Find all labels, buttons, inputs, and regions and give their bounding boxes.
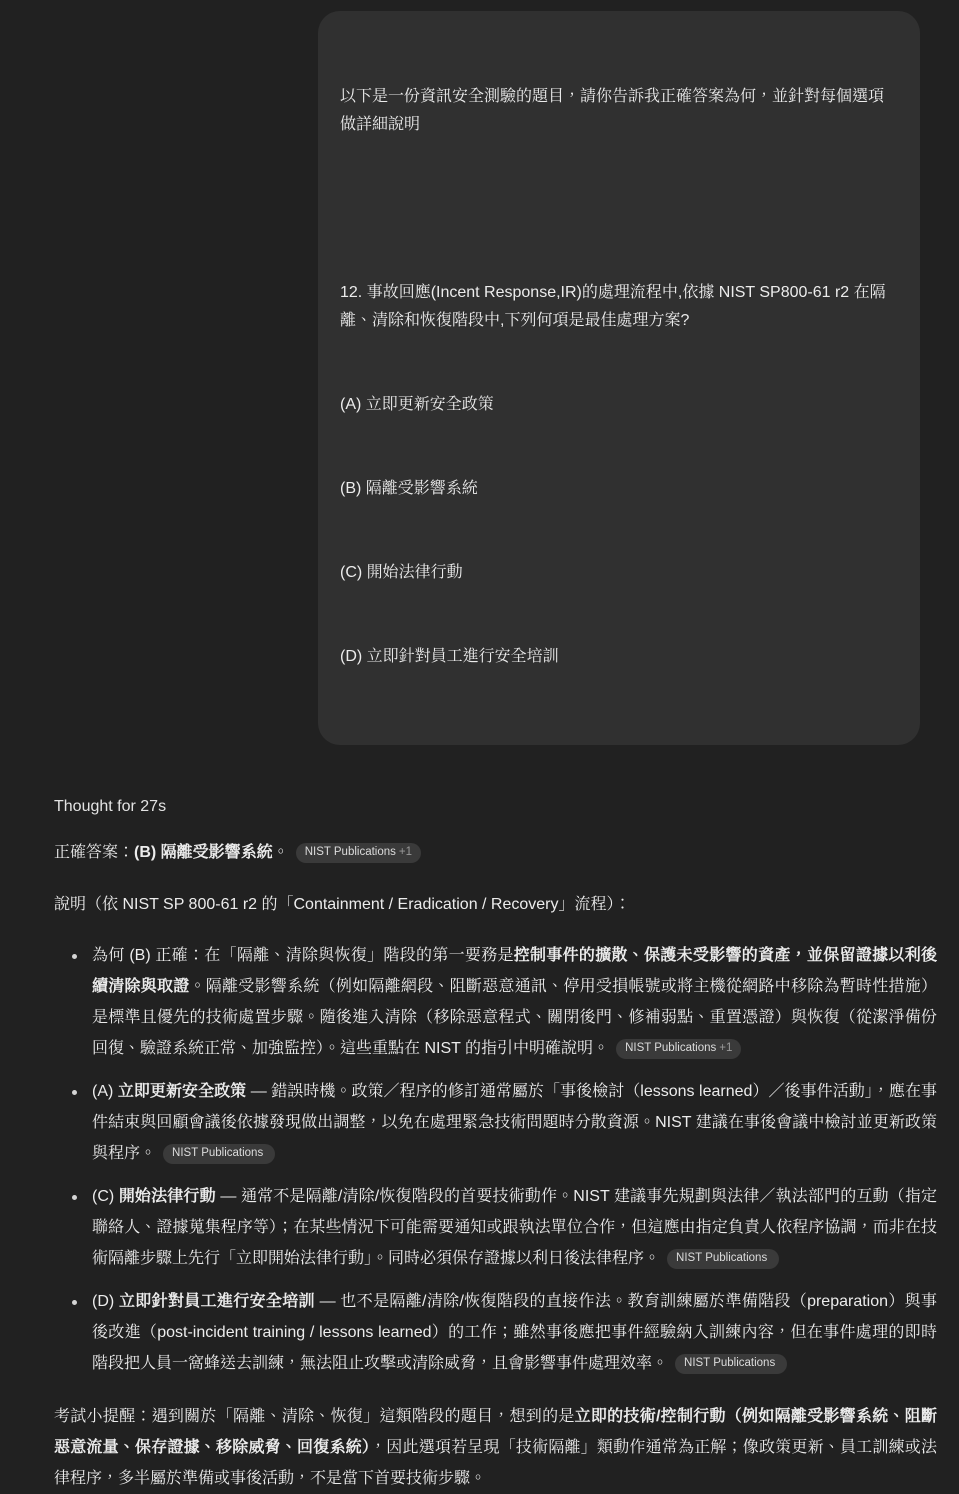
citation-chip[interactable] — [667, 1249, 779, 1269]
explanation-heading: 說明（依 NIST SP 800-61 r2 的「Containment / Eradication / Recovery」流程）： — [54, 896, 631, 913]
explanation-bullet-list — [54, 940, 937, 1379]
citation-label: NIST Publications — [172, 1147, 264, 1159]
correct-answer-value: (B) 隔離受影響系統 — [134, 844, 273, 861]
bullet-lead-plain: (D) — [92, 1293, 119, 1310]
exam-tip-bold: 立即的技術/控制行動（例如隔離受影響系統、阻斷惡意流量、保存證據、移除威脅、回復系統） — [54, 1408, 937, 1456]
citation-label: NIST Publications — [676, 1252, 768, 1264]
correct-answer-suffix: 。 — [272, 844, 289, 861]
bullet-lead-bold: 立即針對員工進行安全培訓 — [118, 1293, 315, 1310]
user-message-intro: 以下是一份資訊安全測驗的題目，請你告訴我正確答案為何，並針對每個選項做詳細說明 — [340, 88, 885, 133]
user-message-bubble[interactable] — [318, 11, 920, 745]
bullet-lead-plain: (C) — [92, 1188, 119, 1205]
bullet-lead-bold: 開始法律行動 — [118, 1188, 216, 1205]
correct-answer-prefix: 正確答案： — [54, 844, 135, 861]
bullet-body: — 通常不是隔離/清除/恢復階段的首要技術動作。NIST 建議事先規劃與法律／執法部門的互動（指定聯絡人、證據蒐集程序等）；在某些情況下可能需要通知或跟執法單位合作，但這應由指定負責人依程序協調，而非在技術隔離步驟上先行「立即開始法律行動」。同時必須保存證據以利日後法律程序。 — [92, 1188, 937, 1267]
thought-duration-label[interactable]: Thought for 27s — [54, 798, 167, 815]
user-message-question: 12. 事故回應(Incent Response,IR)的處理流程中,依據 NIST SP800-61 r2 在隔離、清除和恢復階段中,下列何項是最佳處理方案? — [340, 284, 886, 329]
bullet-body: — 錯誤時機。政策／程序的修訂通常屬於「事後檢討（lessons learned）／後事件活動」，應在事件結束與回顧會議後依據發現做出調整，以免在處理緊急技術問題時分散資源。NIST 建議在事後會議中檢討並更新政策與程序。 — [92, 1083, 937, 1162]
citation-extra-count: +1 — [398, 846, 413, 858]
citation-chip[interactable] — [163, 1144, 275, 1164]
assistant-message — [0, 796, 959, 1494]
correct-answer-line — [54, 840, 937, 866]
citation-chip[interactable] — [675, 1354, 787, 1374]
bullet-option-a — [54, 1076, 937, 1169]
bullet-lead-plain: 為何 (B) 正確：在「隔離、清除與恢復」階段的第一要務是 — [92, 947, 514, 964]
user-message-option-a: (A) 立即更新安全政策 — [340, 396, 494, 413]
bullet-lead-plain: (A) — [92, 1083, 118, 1100]
exam-tip-lead: 考試小提醒：遇到關於「隔離、清除、恢復」這類階段的題目，想到的是 — [54, 1408, 575, 1425]
bullet-lead-bold: 控制事件的擴散、保護未受影響的資產，並保留證據以利後續清除與取證 — [92, 947, 937, 995]
exam-tip-rest: ，因此選項若呈現「技術隔離」類動作通常為正解；像政策更新、員工訓練或法律程序，多半屬於準備或事後活動，不是當下首要技術步驟。 — [54, 1439, 937, 1487]
citation-label: NIST Publications — [304, 846, 396, 858]
bullet-body: — 也不是隔離/清除/恢復階段的直接作法。教育訓練屬於準備階段（preparation）與事後改進（post-incident training / lessons learned）的工作；雖然事後應把事件經驗納入訓練內容，但在事件處理的即時階段把人員一窩蜂送去訓練，無法阻止攻擊或清除威脅，且會影響事件處理效率。 — [92, 1293, 937, 1372]
user-message-option-c: (C) 開始法律行動 — [340, 564, 463, 581]
citation-label: NIST Publications — [684, 1357, 776, 1369]
user-message-gap — [340, 195, 898, 223]
citation-chip[interactable] — [296, 843, 421, 863]
bullet-body: 。隔離受影響系統（例如隔離網段、阻斷惡意通訊、停用受損帳號或將主機從網路中移除為暫時性措施）是標準且優先的技術處置步驟。隨後進入清除（移除惡意程式、關閉後門、修補弱點、重置憑證）與恢復（從潔淨備份回復、驗證系統正常、加強監控）。這些重點在 NIST 的指引中明確說明。 — [92, 978, 937, 1057]
citation-extra-count: +1 — [719, 1042, 733, 1054]
exam-tip-paragraph — [54, 1401, 937, 1494]
user-message-option-d: (D) 立即針對員工進行安全培訓 — [340, 648, 559, 665]
bullet-why-b-correct — [54, 940, 937, 1064]
bullet-option-c — [54, 1181, 937, 1274]
bullet-option-d — [54, 1286, 937, 1379]
user-message-option-b: (B) 隔離受影響系統 — [340, 480, 478, 497]
citation-label: NIST Publications — [625, 1042, 717, 1054]
citation-chip[interactable] — [616, 1039, 741, 1059]
bullet-lead-bold: 立即更新安全政策 — [117, 1083, 247, 1100]
user-message-row — [0, 0, 959, 745]
